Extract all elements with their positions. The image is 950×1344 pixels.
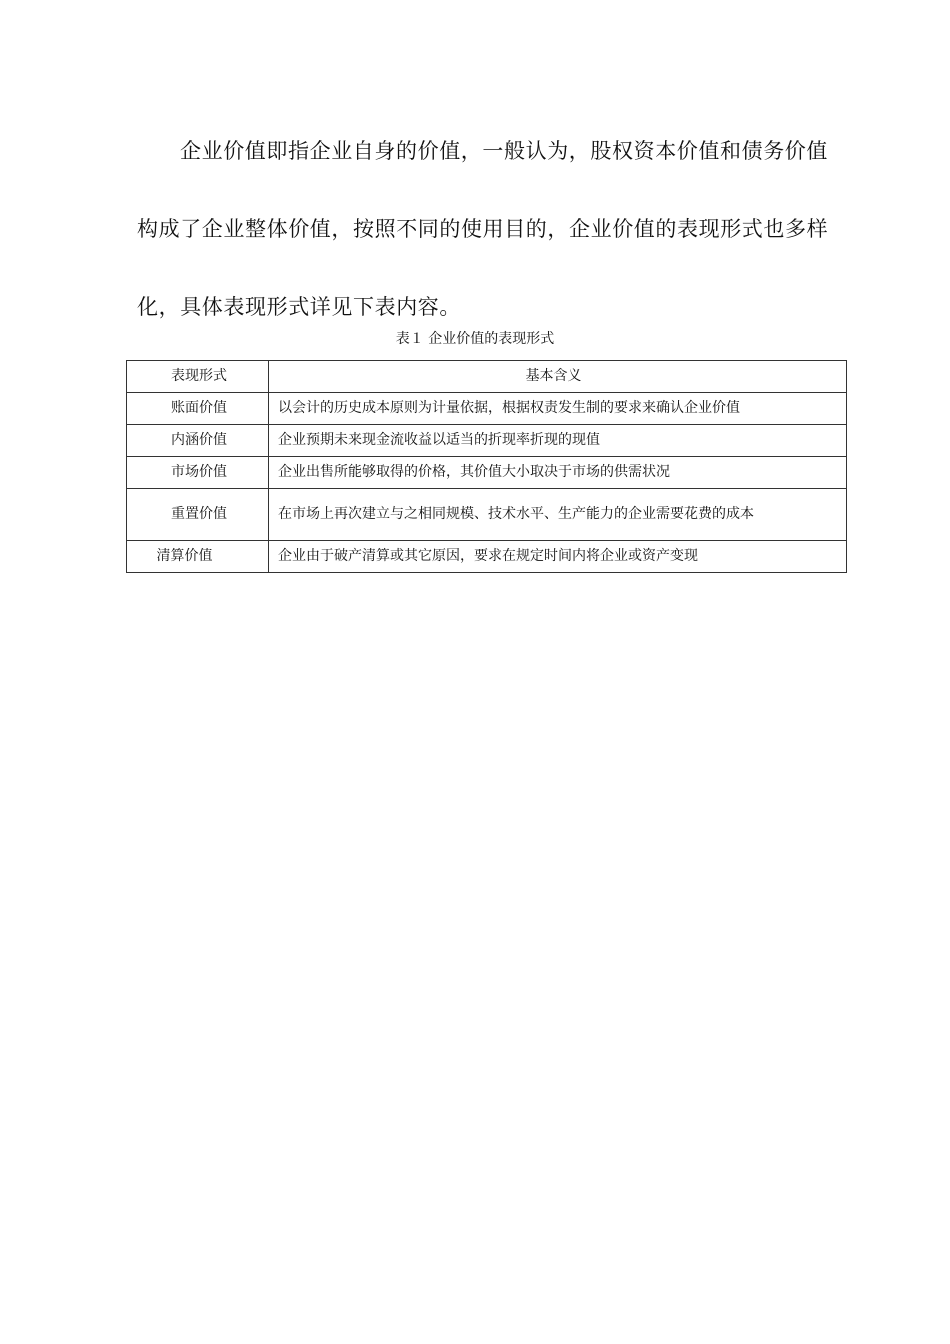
header-meaning: 基本含义 (269, 361, 847, 393)
row-meaning-cell: 在市场上再次建立与之相同规模、技术水平、生产能力的企业需要花费的成本 (269, 489, 847, 541)
table-row (127, 425, 847, 457)
row-form-cell: 重置价值 (127, 489, 269, 541)
header-form: 表现形式 (127, 361, 269, 393)
table-header-row (127, 361, 847, 393)
row-form-cell: 账面价值 (127, 393, 269, 425)
row-meaning-cell: 以会计的历史成本原则为计量依据，根据权责发生制的要求来确认企业价值 (269, 393, 847, 425)
row-form-cell: 清算价值 (127, 541, 269, 573)
body-paragraph: 企业价值即指企业自身的价值，一般认为，股权资本价值和债务价值构成了企业整体价值，按照不同的使用目的，企业价值的表现形式也多样化，具体表现形式详见下表内容。 (137, 139, 829, 319)
table-row (127, 393, 847, 425)
row-form-cell: 市场价值 (127, 457, 269, 489)
row-meaning-cell: 企业由于破产清算或其它原因，要求在规定时间内将企业或资产变现 (269, 541, 847, 573)
table-caption: 表１ 企业价值的表现形式 (395, 331, 555, 347)
row-form-cell: 内涵价值 (127, 425, 269, 457)
enterprise-value-forms-table (126, 360, 847, 573)
table-row (127, 541, 847, 573)
row-meaning-cell: 企业出售所能够取得的价格，其价值大小取决于市场的供需状况 (269, 457, 847, 489)
row-meaning-cell: 企业预期未来现金流收益以适当的折现率折现的现值 (269, 425, 847, 457)
table-row (127, 457, 847, 489)
table-row (127, 489, 847, 541)
